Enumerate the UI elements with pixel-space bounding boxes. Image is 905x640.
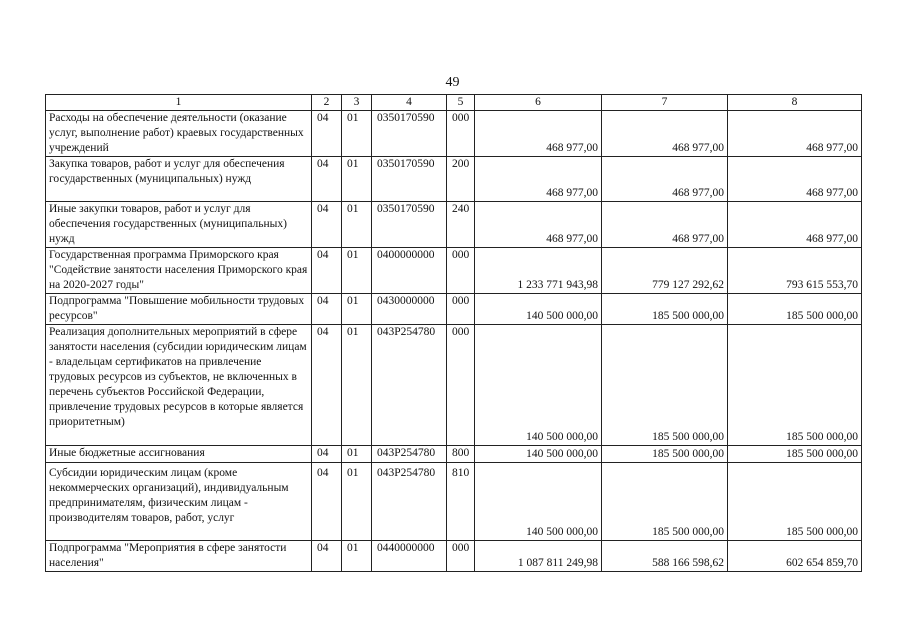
amount-col-8: 602 654 859,70	[728, 541, 862, 572]
expense-type-code: 800	[447, 446, 475, 463]
row-name: Подпрограмма "Мероприятия в сфере занятости населения"	[46, 541, 312, 572]
amount-col-7: 185 500 000,00	[602, 463, 728, 541]
table-row	[46, 202, 862, 248]
row-name: Реализация дополнительных мероприятий в сфере занятости населения (субсидии юридическим лицам - владельцам сертификатов на привлечение трудовых ресурсов из субъектов, не включенных в перечень субъектов Российской Федерации, привлечение трудовых ресурсов в которые является приоритетным)	[46, 325, 312, 446]
expense-type-code: 000	[447, 541, 475, 572]
amount-col-7: 779 127 292,62	[602, 248, 728, 294]
budget-table	[45, 94, 862, 572]
amount-col-6: 1 233 771 943,98	[475, 248, 602, 294]
column-header-6: 6	[475, 95, 602, 111]
expense-type-code: 810	[447, 463, 475, 541]
amount-col-8: 185 500 000,00	[728, 446, 862, 463]
target-article-code: 0400000000	[372, 248, 447, 294]
column-header-2: 2	[312, 95, 342, 111]
amount-col-8: 468 977,00	[728, 157, 862, 202]
amount-col-7: 185 500 000,00	[602, 325, 728, 446]
section-code: 04	[312, 541, 342, 572]
column-header-5: 5	[447, 95, 475, 111]
subsection-code: 01	[342, 325, 372, 446]
row-name: Расходы на обеспечение деятельности (оказание услуг, выполнение работ) краевых государственных учреждений	[46, 111, 312, 157]
section-code: 04	[312, 157, 342, 202]
target-article-code: 043P254780	[372, 325, 447, 446]
row-name: Субсидии юридическим лицам (кроме некоммерческих организаций), индивидуальным предпринимателям, физическим лицам - производителям товаров, работ, услуг	[46, 463, 312, 541]
subsection-code: 01	[342, 541, 372, 572]
expense-type-code: 200	[447, 157, 475, 202]
table-row	[46, 294, 862, 325]
table-row	[46, 325, 862, 446]
section-code: 04	[312, 325, 342, 446]
amount-col-8: 185 500 000,00	[728, 463, 862, 541]
row-name: Иные бюджетные ассигнования	[46, 446, 312, 463]
target-article-code: 0350170590	[372, 157, 447, 202]
subsection-code: 01	[342, 463, 372, 541]
section-code: 04	[312, 202, 342, 248]
expense-type-code: 000	[447, 248, 475, 294]
expense-type-code: 240	[447, 202, 475, 248]
amount-col-6: 468 977,00	[475, 111, 602, 157]
subsection-code: 01	[342, 111, 372, 157]
amount-col-7: 185 500 000,00	[602, 294, 728, 325]
amount-col-6: 468 977,00	[475, 157, 602, 202]
target-article-code: 0350170590	[372, 111, 447, 157]
target-article-code: 043P254780	[372, 463, 447, 541]
target-article-code: 0440000000	[372, 541, 447, 572]
target-article-code: 0350170590	[372, 202, 447, 248]
subsection-code: 01	[342, 294, 372, 325]
section-code: 04	[312, 248, 342, 294]
column-header-4: 4	[372, 95, 447, 111]
section-code: 04	[312, 294, 342, 325]
subsection-code: 01	[342, 157, 372, 202]
table-row	[46, 463, 862, 541]
row-name: Подпрограмма "Повышение мобильности трудовых ресурсов"	[46, 294, 312, 325]
amount-col-6: 1 087 811 249,98	[475, 541, 602, 572]
amount-col-6: 140 500 000,00	[475, 294, 602, 325]
amount-col-6: 140 500 000,00	[475, 463, 602, 541]
amount-col-7: 588 166 598,62	[602, 541, 728, 572]
table-row	[46, 111, 862, 157]
amount-col-8: 468 977,00	[728, 202, 862, 248]
table-row	[46, 446, 862, 463]
row-name: Государственная программа Приморского края "Содействие занятости населения Приморского края на 2020-2027 годы"	[46, 248, 312, 294]
amount-col-6: 140 500 000,00	[475, 325, 602, 446]
section-code: 04	[312, 463, 342, 541]
target-article-code: 0430000000	[372, 294, 447, 325]
amount-col-6: 140 500 000,00	[475, 446, 602, 463]
column-header-7: 7	[602, 95, 728, 111]
amount-col-8: 468 977,00	[728, 111, 862, 157]
table-row	[46, 541, 862, 572]
target-article-code: 043P254780	[372, 446, 447, 463]
amount-col-7: 468 977,00	[602, 157, 728, 202]
amount-col-7: 185 500 000,00	[602, 446, 728, 463]
amount-col-8: 793 615 553,70	[728, 248, 862, 294]
subsection-code: 01	[342, 202, 372, 248]
table-row	[46, 248, 862, 294]
amount-col-8: 185 500 000,00	[728, 325, 862, 446]
expense-type-code: 000	[447, 294, 475, 325]
amount-col-6: 468 977,00	[475, 202, 602, 248]
column-header-1: 1	[46, 95, 312, 111]
page-number: 49	[445, 75, 460, 90]
amount-col-7: 468 977,00	[602, 111, 728, 157]
amount-col-8: 185 500 000,00	[728, 294, 862, 325]
section-code: 04	[312, 111, 342, 157]
subsection-code: 01	[342, 248, 372, 294]
expense-type-code: 000	[447, 111, 475, 157]
expense-type-code: 000	[447, 325, 475, 446]
amount-col-7: 468 977,00	[602, 202, 728, 248]
table-row	[46, 157, 862, 202]
row-name: Иные закупки товаров, работ и услуг для обеспечения государственных (муниципальных) нужд	[46, 202, 312, 248]
row-name: Закупка товаров, работ и услуг для обеспечения государственных (муниципальных) нужд	[46, 157, 312, 202]
column-number-row	[46, 95, 862, 111]
column-header-3: 3	[342, 95, 372, 111]
column-header-8: 8	[728, 95, 862, 111]
section-code: 04	[312, 446, 342, 463]
subsection-code: 01	[342, 446, 372, 463]
